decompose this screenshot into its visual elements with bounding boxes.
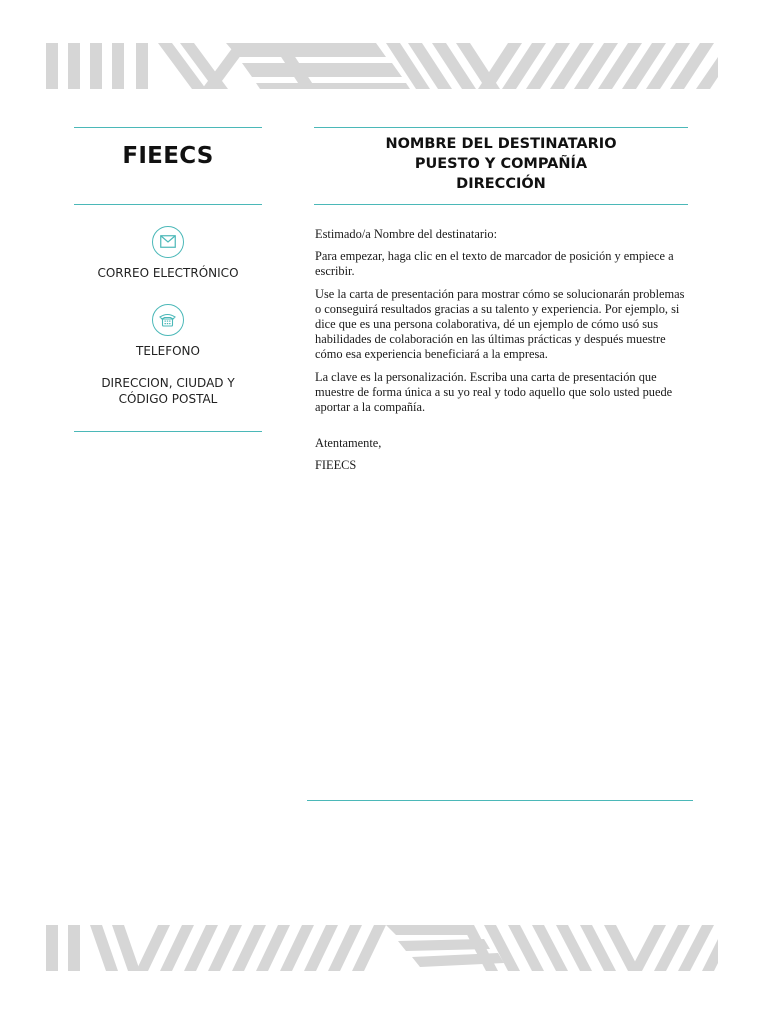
envelope-icon	[152, 226, 184, 258]
sender-top-rule	[74, 127, 262, 128]
letter-end-rule	[307, 800, 693, 801]
address-line-1: DIRECCION, CIUDAD Y	[101, 376, 235, 390]
sender-divider-rule	[74, 204, 262, 205]
letter-greeting: Estimado/a Nombre del destinatario:	[315, 227, 498, 241]
letter-paragraph: La clave es la personalización. Escriba una carta de presentación que muestre de forma única a su yo real y todo aquello que solo usted puede aportar a la compañía.	[315, 369, 673, 415]
telephone-icon	[152, 304, 184, 336]
address-line-2: CÓDIGO POSTAL	[118, 392, 218, 406]
sender-bottom-rule	[74, 431, 262, 432]
recipient-name: NOMBRE DEL DESTINATARIO	[385, 136, 617, 152]
sender-name: FIEECS	[122, 143, 214, 169]
recipient-block	[314, 134, 688, 194]
email-label: CORREO ELECTRÓNICO	[97, 266, 239, 280]
letter-closing: Atentamente,	[315, 436, 382, 451]
letter-paragraph: Para empezar, haga clic en el texto de marcador de posición y empiece a escribir.	[315, 249, 674, 279]
decorative-footer-band	[46, 925, 718, 971]
letter-body	[315, 227, 690, 481]
letter-signature: FIEECS	[315, 458, 357, 473]
recipient-position-company: PUESTO Y COMPAÑÍA	[414, 156, 588, 172]
recipient-bottom-rule	[314, 204, 688, 205]
recipient-top-rule	[314, 127, 688, 128]
phone-label: TELEFONO	[136, 344, 200, 358]
decorative-header-band	[46, 43, 718, 89]
recipient-address: DIRECCIÓN	[456, 176, 546, 192]
letter-paragraph: Use la carta de presentación para mostrar cómo se solucionarán problemas o conseguirá resultados gracias a su talento y experiencia. Por ejemplo, si dice que es una persona colaborativa, dé un ejemplo de cómo usó sus habilidades de colaboración en las últimas prácticas y después muestre cómo esa experiencia beneficiará a la empresa.	[315, 286, 685, 362]
